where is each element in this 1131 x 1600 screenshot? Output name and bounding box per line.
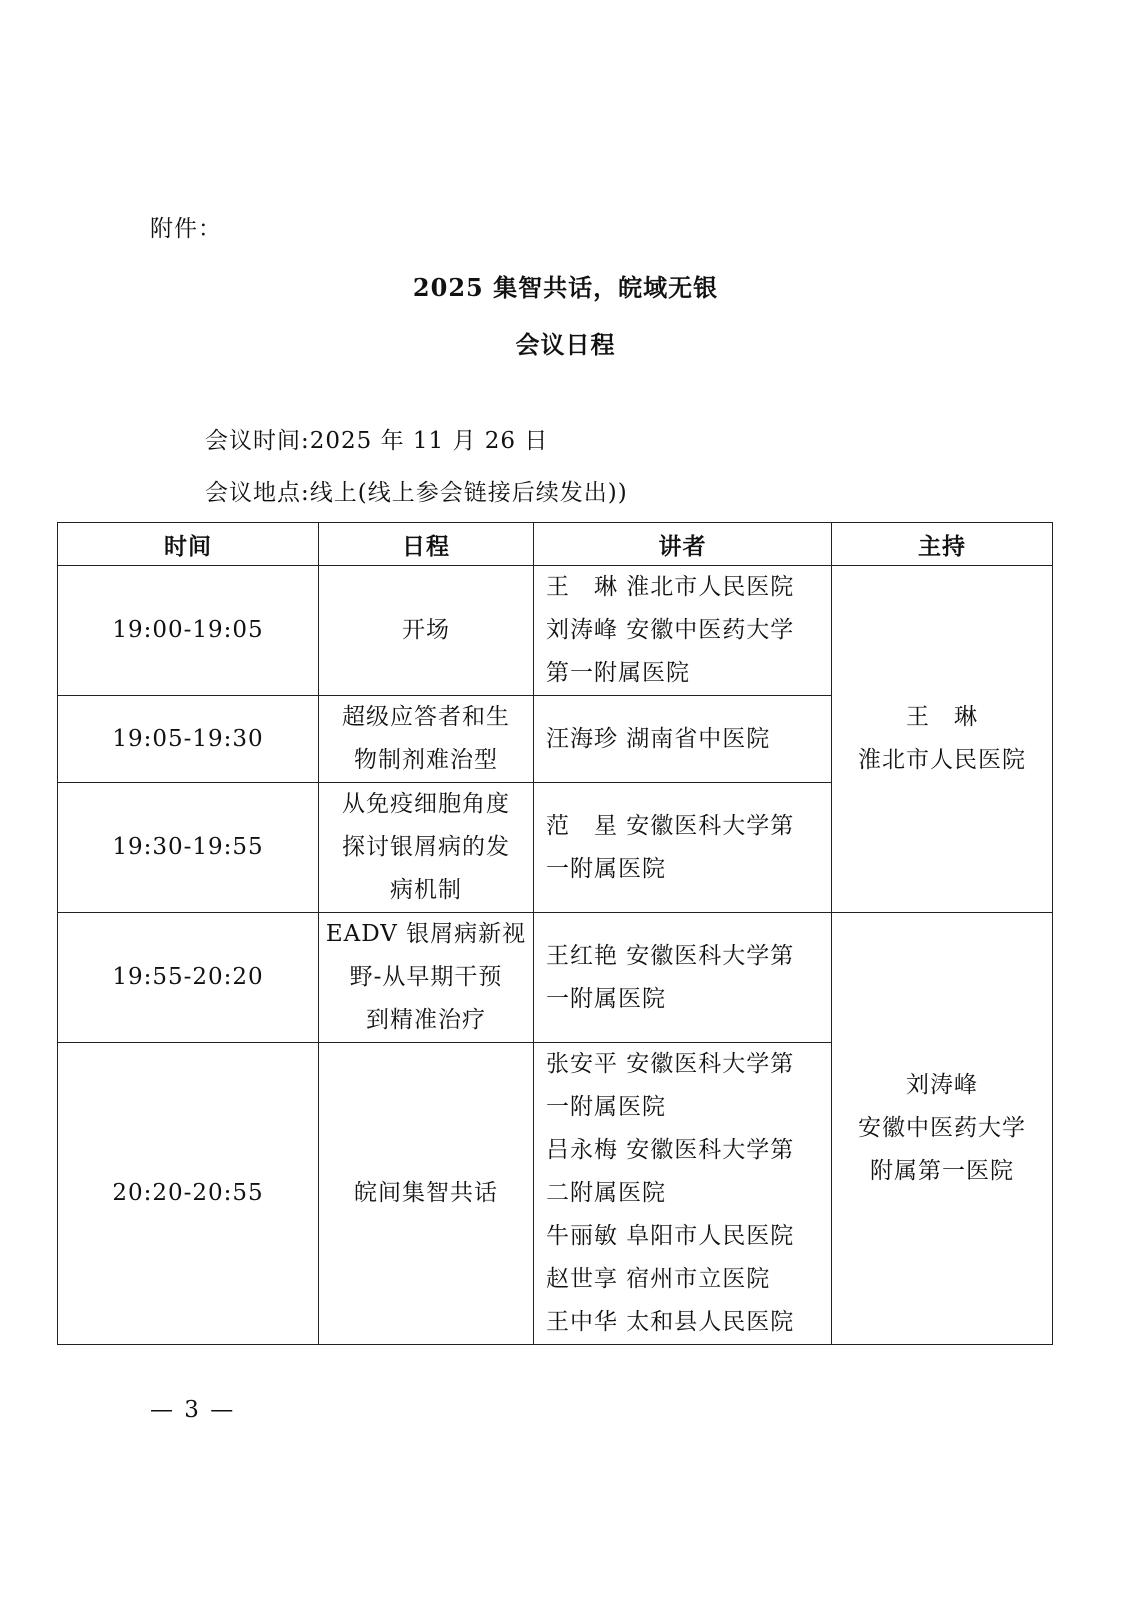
speaker-cell: [534, 1043, 832, 1345]
speaker-line: 范 星 安徽医科大学第: [546, 812, 795, 839]
speaker-line: 牛丽敏 阜阳市人民医院: [546, 1223, 795, 1249]
meeting-place: 会议地点:线上(线上参会链接后续发出)): [205, 480, 628, 506]
agenda-line: 皖间集智共话: [354, 1180, 498, 1206]
agenda-line: EADV 银屑病新视: [325, 921, 527, 947]
attachment-label: 附件：: [150, 216, 222, 242]
agenda-cell: [319, 913, 534, 1043]
speaker-line: 王 琳 淮北市人民医院: [546, 574, 795, 600]
speaker-line: 赵世享 宿州市立医院: [546, 1266, 771, 1292]
agenda-line: 超级应答者和生: [342, 704, 510, 730]
header-agenda: 日程: [319, 523, 534, 566]
speaker-cell: [534, 783, 832, 913]
host-line: 王 琳: [906, 704, 978, 730]
agenda-line: 野-从早期干预: [349, 964, 503, 990]
host-line: 安徽中医药大学: [858, 1115, 1026, 1141]
speaker-line: 一附属医院: [546, 855, 666, 882]
document-title: 2025 集智共话，皖域无银: [412, 273, 719, 302]
agenda-line: 病机制: [390, 877, 462, 903]
time-cell: 19:00-19:05: [58, 566, 319, 696]
speaker-line: 一附属医院: [546, 985, 666, 1012]
agenda-line: 从免疫细胞角度: [342, 791, 510, 817]
speaker-cell: [534, 913, 832, 1043]
speaker-cell: [534, 696, 832, 783]
speaker-line: 吕永梅 安徽医科大学第: [546, 1137, 795, 1163]
time-cell: 19:55-20:20: [58, 913, 319, 1043]
table-row: [58, 566, 1053, 696]
host-cell: [832, 913, 1053, 1345]
meeting-time: 会议时间:2025 年 11 月 26 日: [205, 428, 549, 454]
table-row: [58, 913, 1053, 1043]
agenda-line: 物制剂难治型: [354, 747, 498, 773]
agenda-cell: [319, 696, 534, 783]
agenda-line: 开场: [402, 617, 450, 643]
agenda-cell: [319, 1043, 534, 1345]
speaker-line: 王中华 太和县人民医院: [546, 1309, 795, 1335]
header-speaker: 讲者: [534, 523, 832, 566]
time-cell: 20:20-20:55: [58, 1043, 319, 1345]
page-number: — 3 —: [150, 1397, 236, 1423]
agenda-cell: [319, 783, 534, 913]
speaker-line: 王红艳 安徽医科大学第: [546, 942, 795, 969]
host-line: 刘涛峰: [906, 1072, 978, 1098]
schedule-table: [57, 522, 1053, 1345]
time-cell: 19:05-19:30: [58, 696, 319, 783]
agenda-line: 到精准治疗: [366, 1007, 486, 1033]
header-time: 时间: [58, 523, 319, 566]
time-cell: 19:30-19:55: [58, 783, 319, 913]
host-line: 淮北市人民医院: [858, 747, 1026, 773]
host-cell: [832, 566, 1053, 913]
agenda-line: 探讨银屑病的发: [342, 834, 510, 860]
host-line: 附属第一医院: [870, 1158, 1014, 1184]
speaker-cell: [534, 566, 832, 696]
speaker-line: 一附属医院: [546, 1094, 666, 1120]
agenda-cell: [319, 566, 534, 696]
speaker-line: 二附属医院: [546, 1180, 666, 1206]
speaker-line: 刘涛峰 安徽中医药大学: [546, 617, 795, 643]
speaker-line: 汪海珍 湖南省中医院: [546, 725, 771, 752]
document-subtitle: 会议日程: [515, 330, 616, 359]
speaker-line: 第一附属医院: [546, 660, 690, 686]
header-host: 主持: [832, 523, 1053, 566]
table-header-row: [58, 523, 1053, 566]
speaker-line: 张安平 安徽医科大学第: [546, 1051, 795, 1077]
